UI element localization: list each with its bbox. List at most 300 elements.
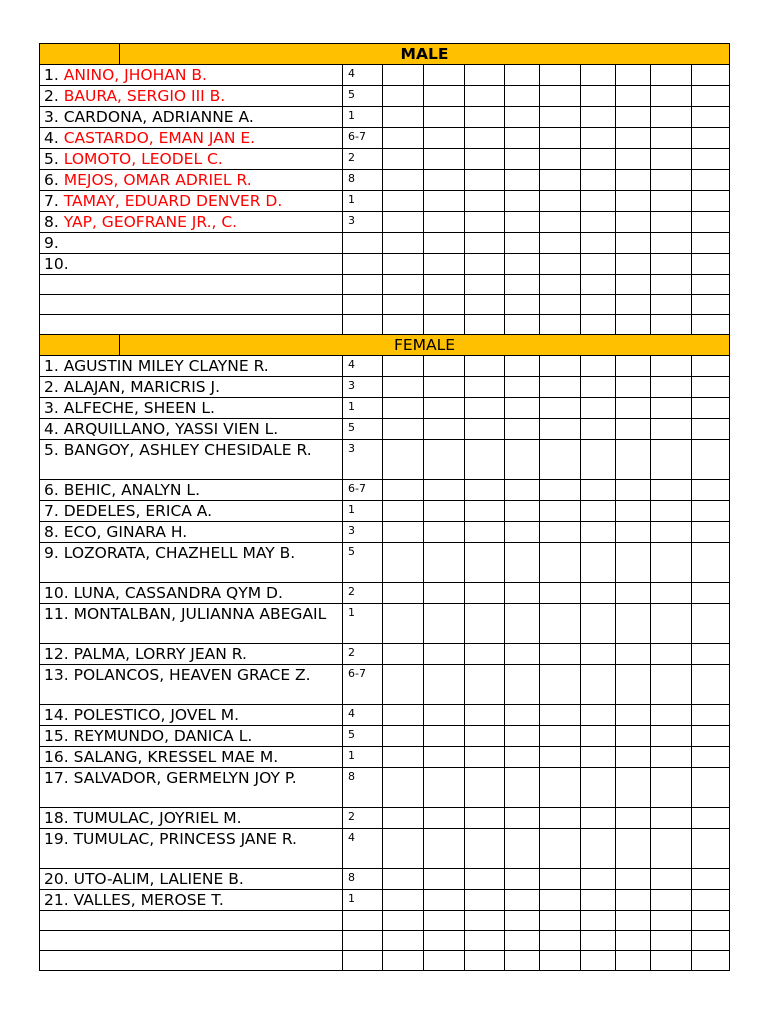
empty-cell[interactable] <box>581 398 616 419</box>
empty-cell[interactable] <box>581 107 616 128</box>
empty-cell[interactable] <box>383 480 424 501</box>
empty-cell[interactable] <box>383 149 424 170</box>
empty-cell[interactable] <box>540 212 581 233</box>
empty-cell[interactable] <box>651 440 692 480</box>
empty-cell[interactable] <box>651 65 692 86</box>
empty-cell[interactable] <box>383 726 424 747</box>
empty-cell[interactable] <box>651 665 692 705</box>
group-number-cell[interactable]: 4 <box>343 829 383 869</box>
empty-cell[interactable] <box>465 440 505 480</box>
empty-cell[interactable] <box>505 829 540 869</box>
empty-cell[interactable] <box>505 275 540 295</box>
empty-cell[interactable] <box>651 890 692 911</box>
empty-cell[interactable] <box>651 726 692 747</box>
empty-cell[interactable] <box>505 128 540 149</box>
empty-cell[interactable] <box>465 768 505 808</box>
empty-cell[interactable] <box>581 768 616 808</box>
empty-cell[interactable] <box>581 911 616 931</box>
empty-cell[interactable] <box>616 107 651 128</box>
group-number-cell[interactable]: 3 <box>343 377 383 398</box>
empty-cell[interactable] <box>505 808 540 829</box>
empty-cell[interactable] <box>692 170 730 191</box>
empty-cell[interactable] <box>692 644 730 665</box>
empty-cell[interactable] <box>651 480 692 501</box>
group-number-cell[interactable]: 4 <box>343 356 383 377</box>
empty-cell[interactable] <box>651 356 692 377</box>
empty-cell[interactable] <box>581 583 616 604</box>
empty-cell[interactable] <box>424 254 465 275</box>
empty-cell[interactable] <box>581 604 616 644</box>
empty-cell[interactable] <box>424 419 465 440</box>
empty-cell[interactable] <box>505 543 540 583</box>
empty-cell[interactable] <box>651 768 692 808</box>
empty-cell[interactable] <box>424 275 465 295</box>
student-name-cell[interactable] <box>40 233 343 254</box>
empty-cell[interactable] <box>540 191 581 212</box>
empty-cell[interactable] <box>651 398 692 419</box>
empty-cell[interactable] <box>465 501 505 522</box>
empty-cell[interactable] <box>540 951 581 971</box>
empty-cell[interactable] <box>581 890 616 911</box>
empty-cell[interactable] <box>581 501 616 522</box>
empty-cell[interactable] <box>651 951 692 971</box>
student-name-cell[interactable] <box>40 275 343 295</box>
empty-cell[interactable] <box>616 604 651 644</box>
empty-cell[interactable] <box>616 911 651 931</box>
empty-cell[interactable] <box>616 315 651 335</box>
empty-cell[interactable] <box>540 829 581 869</box>
empty-cell[interactable] <box>424 829 465 869</box>
student-name-cell[interactable] <box>40 890 343 911</box>
empty-cell[interactable] <box>383 191 424 212</box>
empty-cell[interactable] <box>424 170 465 191</box>
empty-cell[interactable] <box>616 480 651 501</box>
empty-cell[interactable] <box>465 212 505 233</box>
empty-cell[interactable] <box>616 951 651 971</box>
group-number-cell[interactable]: 6-7 <box>343 665 383 705</box>
empty-cell[interactable] <box>424 665 465 705</box>
empty-cell[interactable] <box>581 808 616 829</box>
empty-cell[interactable] <box>692 705 730 726</box>
empty-cell[interactable] <box>616 254 651 275</box>
group-number-cell[interactable] <box>343 254 383 275</box>
empty-cell[interactable] <box>692 295 730 315</box>
empty-cell[interactable] <box>616 501 651 522</box>
empty-cell[interactable] <box>692 543 730 583</box>
empty-cell[interactable] <box>692 275 730 295</box>
empty-cell[interactable] <box>651 583 692 604</box>
empty-cell[interactable] <box>383 315 424 335</box>
empty-cell[interactable] <box>505 295 540 315</box>
empty-cell[interactable] <box>651 869 692 890</box>
student-name-cell[interactable] <box>40 149 343 170</box>
empty-cell[interactable] <box>540 543 581 583</box>
empty-cell[interactable] <box>581 275 616 295</box>
group-number-cell[interactable]: 1 <box>343 398 383 419</box>
empty-cell[interactable] <box>465 254 505 275</box>
empty-cell[interactable] <box>616 583 651 604</box>
empty-cell[interactable] <box>424 726 465 747</box>
group-number-cell[interactable]: 6-7 <box>343 480 383 501</box>
empty-cell[interactable] <box>383 665 424 705</box>
empty-cell[interactable] <box>581 191 616 212</box>
empty-cell[interactable] <box>651 254 692 275</box>
empty-cell[interactable] <box>540 808 581 829</box>
student-name-cell[interactable] <box>40 768 343 808</box>
empty-cell[interactable] <box>651 233 692 254</box>
empty-cell[interactable] <box>651 212 692 233</box>
empty-cell[interactable] <box>383 911 424 931</box>
empty-cell[interactable] <box>616 705 651 726</box>
group-number-cell[interactable] <box>343 275 383 295</box>
empty-cell[interactable] <box>692 869 730 890</box>
empty-cell[interactable] <box>692 522 730 543</box>
empty-cell[interactable] <box>424 705 465 726</box>
empty-cell[interactable] <box>540 65 581 86</box>
empty-cell[interactable] <box>616 890 651 911</box>
empty-cell[interactable] <box>540 931 581 951</box>
empty-cell[interactable] <box>465 543 505 583</box>
empty-cell[interactable] <box>540 911 581 931</box>
empty-cell[interactable] <box>424 315 465 335</box>
empty-cell[interactable] <box>616 295 651 315</box>
empty-cell[interactable] <box>616 275 651 295</box>
empty-cell[interactable] <box>581 543 616 583</box>
group-number-cell[interactable]: 2 <box>343 644 383 665</box>
student-name-cell[interactable] <box>40 747 343 768</box>
empty-cell[interactable] <box>692 419 730 440</box>
empty-cell[interactable] <box>651 543 692 583</box>
empty-cell[interactable] <box>465 808 505 829</box>
empty-cell[interactable] <box>581 233 616 254</box>
empty-cell[interactable] <box>383 747 424 768</box>
empty-cell[interactable] <box>505 583 540 604</box>
empty-cell[interactable] <box>505 170 540 191</box>
empty-cell[interactable] <box>424 356 465 377</box>
empty-cell[interactable] <box>424 869 465 890</box>
student-name-cell[interactable] <box>40 356 343 377</box>
empty-cell[interactable] <box>581 951 616 971</box>
student-name-cell[interactable] <box>40 604 343 644</box>
empty-cell[interactable] <box>383 768 424 808</box>
empty-cell[interactable] <box>383 254 424 275</box>
student-name-cell[interactable] <box>40 829 343 869</box>
empty-cell[interactable] <box>424 440 465 480</box>
empty-cell[interactable] <box>540 356 581 377</box>
empty-cell[interactable] <box>651 128 692 149</box>
empty-cell[interactable] <box>581 254 616 275</box>
empty-cell[interactable] <box>616 522 651 543</box>
student-name-cell[interactable] <box>40 808 343 829</box>
empty-cell[interactable] <box>692 808 730 829</box>
empty-cell[interactable] <box>505 951 540 971</box>
empty-cell[interactable] <box>424 377 465 398</box>
empty-cell[interactable] <box>505 233 540 254</box>
student-name-cell[interactable] <box>40 377 343 398</box>
empty-cell[interactable] <box>505 747 540 768</box>
empty-cell[interactable] <box>505 65 540 86</box>
empty-cell[interactable] <box>581 419 616 440</box>
empty-cell[interactable] <box>581 705 616 726</box>
empty-cell[interactable] <box>424 191 465 212</box>
empty-cell[interactable] <box>581 212 616 233</box>
empty-cell[interactable] <box>465 65 505 86</box>
empty-cell[interactable] <box>651 604 692 644</box>
group-number-cell[interactable]: 1 <box>343 191 383 212</box>
empty-cell[interactable] <box>692 191 730 212</box>
empty-cell[interactable] <box>424 747 465 768</box>
empty-cell[interactable] <box>651 377 692 398</box>
empty-cell[interactable] <box>692 315 730 335</box>
empty-cell[interactable] <box>383 522 424 543</box>
empty-cell[interactable] <box>424 86 465 107</box>
empty-cell[interactable] <box>424 522 465 543</box>
empty-cell[interactable] <box>465 295 505 315</box>
student-name-cell[interactable] <box>40 212 343 233</box>
empty-cell[interactable] <box>383 398 424 419</box>
student-name-cell[interactable] <box>40 644 343 665</box>
empty-cell[interactable] <box>540 149 581 170</box>
group-number-cell[interactable]: 3 <box>343 212 383 233</box>
empty-cell[interactable] <box>581 829 616 869</box>
group-number-cell[interactable]: 1 <box>343 890 383 911</box>
empty-cell[interactable] <box>651 419 692 440</box>
empty-cell[interactable] <box>540 583 581 604</box>
empty-cell[interactable] <box>465 747 505 768</box>
empty-cell[interactable] <box>505 86 540 107</box>
empty-cell[interactable] <box>465 931 505 951</box>
empty-cell[interactable] <box>465 522 505 543</box>
empty-cell[interactable] <box>616 768 651 808</box>
empty-cell[interactable] <box>383 170 424 191</box>
group-number-cell[interactable]: 5 <box>343 726 383 747</box>
empty-cell[interactable] <box>540 107 581 128</box>
empty-cell[interactable] <box>505 315 540 335</box>
empty-cell[interactable] <box>581 665 616 705</box>
empty-cell[interactable] <box>651 747 692 768</box>
empty-cell[interactable] <box>616 440 651 480</box>
group-number-cell[interactable]: 1 <box>343 107 383 128</box>
empty-cell[interactable] <box>465 86 505 107</box>
empty-cell[interactable] <box>505 869 540 890</box>
empty-cell[interactable] <box>581 377 616 398</box>
student-name-cell[interactable] <box>40 501 343 522</box>
empty-cell[interactable] <box>383 212 424 233</box>
group-number-cell[interactable] <box>343 911 383 931</box>
empty-cell[interactable] <box>424 501 465 522</box>
empty-cell[interactable] <box>383 65 424 86</box>
student-name-cell[interactable] <box>40 191 343 212</box>
group-number-cell[interactable]: 1 <box>343 604 383 644</box>
empty-cell[interactable] <box>581 356 616 377</box>
empty-cell[interactable] <box>383 295 424 315</box>
empty-cell[interactable] <box>616 726 651 747</box>
empty-cell[interactable] <box>540 254 581 275</box>
empty-cell[interactable] <box>692 212 730 233</box>
group-number-cell[interactable]: 8 <box>343 869 383 890</box>
empty-cell[interactable] <box>465 149 505 170</box>
empty-cell[interactable] <box>581 128 616 149</box>
empty-cell[interactable] <box>692 398 730 419</box>
empty-cell[interactable] <box>383 501 424 522</box>
empty-cell[interactable] <box>505 212 540 233</box>
empty-cell[interactable] <box>383 644 424 665</box>
empty-cell[interactable] <box>616 65 651 86</box>
empty-cell[interactable] <box>540 768 581 808</box>
empty-cell[interactable] <box>424 149 465 170</box>
group-number-cell[interactable]: 2 <box>343 808 383 829</box>
empty-cell[interactable] <box>692 768 730 808</box>
empty-cell[interactable] <box>616 149 651 170</box>
empty-cell[interactable] <box>540 440 581 480</box>
empty-cell[interactable] <box>616 931 651 951</box>
empty-cell[interactable] <box>383 583 424 604</box>
student-name-cell[interactable] <box>40 398 343 419</box>
empty-cell[interactable] <box>505 522 540 543</box>
empty-cell[interactable] <box>581 480 616 501</box>
empty-cell[interactable] <box>465 604 505 644</box>
empty-cell[interactable] <box>540 315 581 335</box>
empty-cell[interactable] <box>505 890 540 911</box>
empty-cell[interactable] <box>651 149 692 170</box>
empty-cell[interactable] <box>692 501 730 522</box>
empty-cell[interactable] <box>581 170 616 191</box>
empty-cell[interactable] <box>465 275 505 295</box>
empty-cell[interactable] <box>581 315 616 335</box>
group-number-cell[interactable]: 4 <box>343 705 383 726</box>
empty-cell[interactable] <box>505 377 540 398</box>
student-name-cell[interactable] <box>40 583 343 604</box>
student-name-cell[interactable] <box>40 726 343 747</box>
group-number-cell[interactable]: 6-7 <box>343 128 383 149</box>
empty-cell[interactable] <box>651 644 692 665</box>
group-number-cell[interactable]: 3 <box>343 522 383 543</box>
empty-cell[interactable] <box>540 377 581 398</box>
empty-cell[interactable] <box>465 644 505 665</box>
empty-cell[interactable] <box>505 644 540 665</box>
empty-cell[interactable] <box>424 212 465 233</box>
empty-cell[interactable] <box>616 808 651 829</box>
empty-cell[interactable] <box>424 768 465 808</box>
empty-cell[interactable] <box>465 398 505 419</box>
empty-cell[interactable] <box>505 398 540 419</box>
empty-cell[interactable] <box>651 191 692 212</box>
empty-cell[interactable] <box>692 583 730 604</box>
empty-cell[interactable] <box>540 501 581 522</box>
group-number-cell[interactable]: 2 <box>343 583 383 604</box>
empty-cell[interactable] <box>581 440 616 480</box>
empty-cell[interactable] <box>692 377 730 398</box>
empty-cell[interactable] <box>505 480 540 501</box>
group-number-cell[interactable]: 5 <box>343 419 383 440</box>
group-number-cell[interactable]: 3 <box>343 440 383 480</box>
empty-cell[interactable] <box>651 501 692 522</box>
empty-cell[interactable] <box>581 644 616 665</box>
group-number-cell[interactable]: 1 <box>343 747 383 768</box>
empty-cell[interactable] <box>692 931 730 951</box>
empty-cell[interactable] <box>581 149 616 170</box>
student-name-cell[interactable] <box>40 480 343 501</box>
empty-cell[interactable] <box>540 295 581 315</box>
empty-cell[interactable] <box>424 543 465 583</box>
empty-cell[interactable] <box>651 705 692 726</box>
empty-cell[interactable] <box>424 107 465 128</box>
empty-cell[interactable] <box>616 86 651 107</box>
empty-cell[interactable] <box>616 869 651 890</box>
empty-cell[interactable] <box>692 911 730 931</box>
empty-cell[interactable] <box>692 890 730 911</box>
student-name-cell[interactable] <box>40 440 343 480</box>
empty-cell[interactable] <box>383 440 424 480</box>
empty-cell[interactable] <box>651 315 692 335</box>
empty-cell[interactable] <box>692 665 730 705</box>
empty-cell[interactable] <box>692 604 730 644</box>
student-name-cell[interactable] <box>40 911 343 931</box>
empty-cell[interactable] <box>383 275 424 295</box>
empty-cell[interactable] <box>465 869 505 890</box>
empty-cell[interactable] <box>465 951 505 971</box>
empty-cell[interactable] <box>692 726 730 747</box>
group-number-cell[interactable]: 8 <box>343 768 383 808</box>
empty-cell[interactable] <box>424 890 465 911</box>
empty-cell[interactable] <box>424 583 465 604</box>
empty-cell[interactable] <box>692 86 730 107</box>
empty-cell[interactable] <box>540 665 581 705</box>
empty-cell[interactable] <box>383 377 424 398</box>
empty-cell[interactable] <box>540 398 581 419</box>
empty-cell[interactable] <box>540 128 581 149</box>
student-name-cell[interactable] <box>40 65 343 86</box>
empty-cell[interactable] <box>505 931 540 951</box>
empty-cell[interactable] <box>424 128 465 149</box>
empty-cell[interactable] <box>505 604 540 644</box>
empty-cell[interactable] <box>540 170 581 191</box>
empty-cell[interactable] <box>651 808 692 829</box>
empty-cell[interactable] <box>505 726 540 747</box>
empty-cell[interactable] <box>540 522 581 543</box>
group-number-cell[interactable]: 1 <box>343 501 383 522</box>
student-name-cell[interactable] <box>40 107 343 128</box>
empty-cell[interactable] <box>540 275 581 295</box>
empty-cell[interactable] <box>692 65 730 86</box>
empty-cell[interactable] <box>616 233 651 254</box>
empty-cell[interactable] <box>383 705 424 726</box>
empty-cell[interactable] <box>540 480 581 501</box>
group-number-cell[interactable]: 5 <box>343 543 383 583</box>
empty-cell[interactable] <box>651 86 692 107</box>
student-name-cell[interactable] <box>40 869 343 890</box>
empty-cell[interactable] <box>383 869 424 890</box>
empty-cell[interactable] <box>692 480 730 501</box>
empty-cell[interactable] <box>465 890 505 911</box>
empty-cell[interactable] <box>616 191 651 212</box>
empty-cell[interactable] <box>465 480 505 501</box>
empty-cell[interactable] <box>540 233 581 254</box>
empty-cell[interactable] <box>465 583 505 604</box>
empty-cell[interactable] <box>540 726 581 747</box>
empty-cell[interactable] <box>424 604 465 644</box>
student-name-cell[interactable] <box>40 522 343 543</box>
empty-cell[interactable] <box>383 419 424 440</box>
empty-cell[interactable] <box>616 543 651 583</box>
empty-cell[interactable] <box>692 951 730 971</box>
empty-cell[interactable] <box>540 705 581 726</box>
group-number-cell[interactable] <box>343 951 383 971</box>
empty-cell[interactable] <box>540 869 581 890</box>
empty-cell[interactable] <box>540 419 581 440</box>
empty-cell[interactable] <box>540 747 581 768</box>
empty-cell[interactable] <box>424 295 465 315</box>
